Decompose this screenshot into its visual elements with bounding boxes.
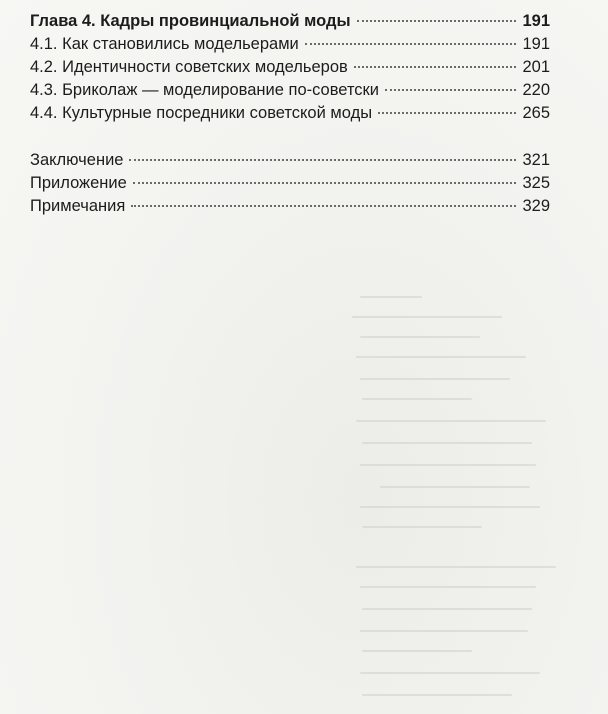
- toc-entry-page: 191: [522, 12, 550, 30]
- section-spacer: [30, 125, 550, 149]
- toc-entry-title: Заключение: [30, 151, 124, 169]
- toc-entry-page: 201: [522, 58, 550, 76]
- dot-leader: [354, 66, 517, 68]
- toc-entry-title: Примечания: [30, 197, 126, 215]
- dot-leader: [385, 89, 516, 91]
- dot-leader: [129, 159, 516, 161]
- toc-entry-page: 321: [522, 151, 550, 169]
- toc-section-entry[interactable]: [30, 33, 550, 56]
- dot-leader: [357, 20, 517, 22]
- toc-end-matter-entry[interactable]: [30, 195, 550, 218]
- toc-end-matter-entry[interactable]: [30, 149, 550, 172]
- toc-section-entry[interactable]: [30, 56, 550, 79]
- toc-chapter-entry[interactable]: [30, 10, 550, 33]
- toc-entry-page: 191: [522, 35, 550, 53]
- dot-leader: [131, 205, 516, 207]
- toc-entry-title: 4.2. Идентичности советских модельеров: [30, 58, 348, 76]
- toc-entry-page: 265: [522, 104, 550, 122]
- toc-section-entry[interactable]: [30, 102, 550, 125]
- toc-section-entry[interactable]: [30, 79, 550, 102]
- toc-entry-title: 4.1. Как становились модельерами: [30, 35, 299, 53]
- toc-entry-page: 220: [522, 81, 550, 99]
- toc-entry-title: Приложение: [30, 174, 127, 192]
- toc-entry-title: 4.3. Бриколаж — моделирование по-советски: [30, 81, 379, 99]
- toc-entry-page: 325: [522, 174, 550, 192]
- dot-leader: [378, 112, 516, 114]
- table-of-contents: [30, 10, 550, 218]
- dot-leader: [133, 182, 517, 184]
- toc-entry-title: Глава 4. Кадры провинциальной моды: [30, 12, 351, 30]
- toc-end-matter-entry[interactable]: [30, 172, 550, 195]
- dot-leader: [305, 43, 517, 45]
- toc-entry-page: 329: [522, 197, 550, 215]
- toc-entry-title: 4.4. Культурные посредники советской моды: [30, 104, 373, 122]
